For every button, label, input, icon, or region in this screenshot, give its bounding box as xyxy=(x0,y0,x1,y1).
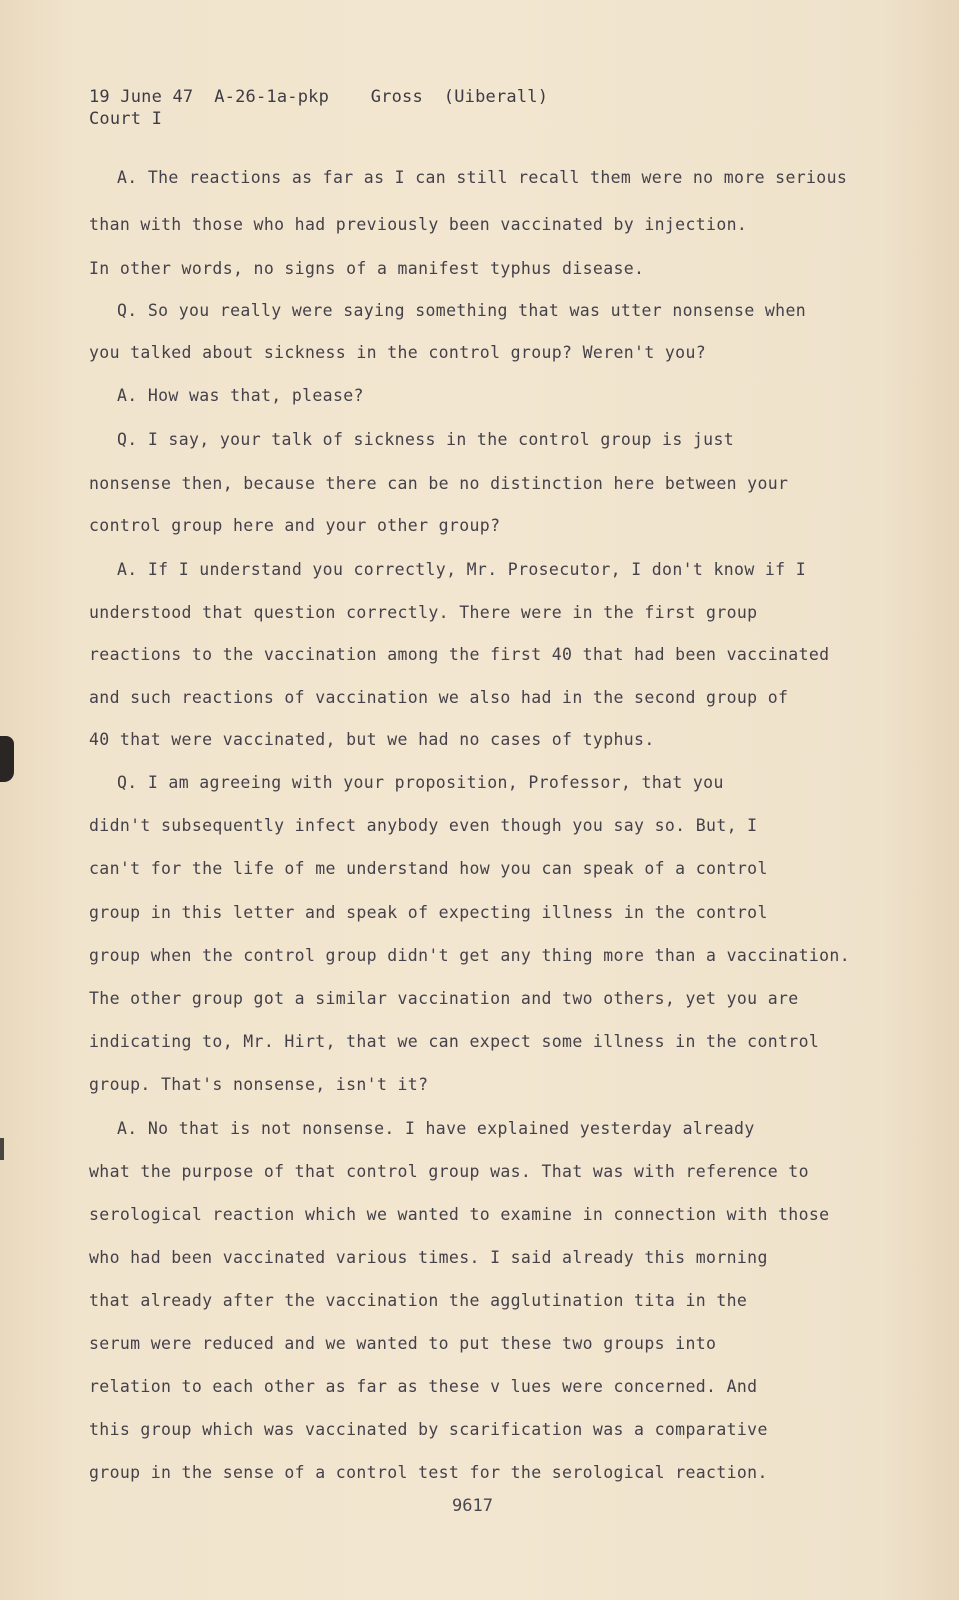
transcript-line: and such reactions of vaccination we also had in the second group of xyxy=(89,688,789,707)
transcript-line: didn't subsequently infect anybody even though you say so. But, I xyxy=(89,816,758,835)
transcript-line: group in this letter and speak of expecting illness in the control xyxy=(89,903,768,922)
transcript-line: control group here and your other group? xyxy=(89,516,501,535)
transcript-line: indicating to, Mr. Hirt, that we can expect some illness in the control xyxy=(89,1032,820,1051)
transcript-line: group. That's nonsense, isn't it? xyxy=(89,1075,429,1094)
header-line-court: Court I xyxy=(89,109,163,129)
binding-tear-mark xyxy=(0,736,14,782)
transcript-line: that already after the vaccination the agglutination tita in the xyxy=(89,1291,748,1310)
transcript-line: A. How was that, please? xyxy=(117,386,364,405)
transcript-line: can't for the life of me understand how you can speak of a control xyxy=(89,859,768,878)
transcript-line: you talked about sickness in the control group? Weren't you? xyxy=(89,343,707,362)
transcript-line: Q. I say, your talk of sickness in the control group is just xyxy=(117,430,735,449)
transcript-line: understood that question correctly. There were in the first group xyxy=(89,603,758,622)
transcript-line: serum were reduced and we wanted to put these two groups into xyxy=(89,1334,717,1353)
transcript-line: group when the control group didn't get any thing more than a vaccination. xyxy=(89,946,851,965)
page-number: 9617 xyxy=(452,1496,493,1516)
transcript-line: 40 that were vaccinated, but we had no cases of typhus. xyxy=(89,730,655,749)
transcript-line: who had been vaccinated various times. I said already this morning xyxy=(89,1248,768,1267)
transcript-line: relation to each other as far as these v lues were concerned. And xyxy=(89,1377,758,1396)
transcript-line: A. The reactions as far as I can still recall them were no more serious xyxy=(117,168,848,187)
transcript-line: this group which was vaccinated by scarification was a comparative xyxy=(89,1420,768,1439)
transcript-line: group in the sense of a control test for the serological reaction. xyxy=(89,1463,768,1482)
transcript-line: nonsense then, because there can be no distinction here between your xyxy=(89,474,789,493)
transcript-line: Q. So you really were saying something that was utter nonsense when xyxy=(117,301,807,320)
transcript-line: reactions to the vaccination among the first 40 that had been vaccinated xyxy=(89,645,830,664)
document-header xyxy=(89,86,548,130)
transcript-line: The other group got a similar vaccination and two others, yet you are xyxy=(89,989,799,1008)
transcript-line: than with those who had previously been vaccinated by injection. xyxy=(89,215,748,234)
header-line-date-reference: 19 June 47 A-26-1a-pkp Gross (Uiberall) xyxy=(89,87,549,107)
transcript-line: A. No that is not nonsense. I have explained yesterday already xyxy=(117,1119,755,1138)
transcript-line: what the purpose of that control group was. That was with reference to xyxy=(89,1162,809,1181)
transcript-line: A. If I understand you correctly, Mr. Prosecutor, I don't know if I xyxy=(117,560,807,579)
edge-mark xyxy=(0,1138,4,1160)
transcript-line: serological reaction which we wanted to examine in connection with those xyxy=(89,1205,830,1224)
transcript-line: Q. I am agreeing with your proposition, Professor, that you xyxy=(117,773,724,792)
transcript-line: In other words, no signs of a manifest typhus disease. xyxy=(89,259,645,278)
